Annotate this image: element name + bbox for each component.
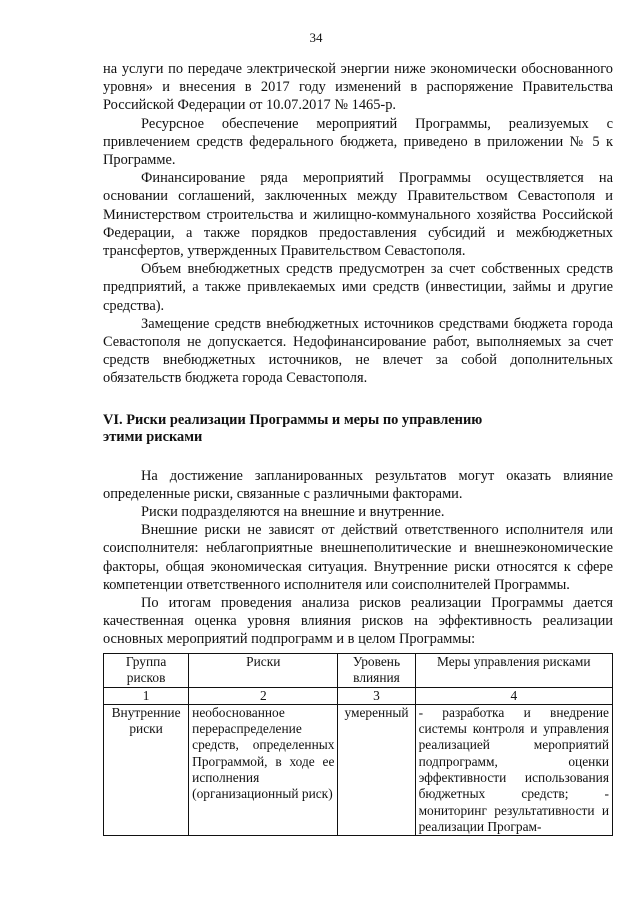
section-heading-line-2: этими рисками	[103, 429, 203, 446]
table-row	[104, 704, 613, 835]
document-body	[103, 60, 613, 649]
paragraph: Замещение средств внебюджетных источников средствами бюджета города Севастополя не допускается. Недофинансирование работ, выполняемых за счет средств внебюджетных источников, не влечет за собой дополнительных обязательств бюджета города Севастополя.	[103, 315, 613, 387]
column-number: 3	[338, 687, 415, 704]
header-risk-group: Группа рисков	[104, 654, 189, 688]
paragraph: Финансирование ряда мероприятий Программы осуществляется на основании соглашений, заключенных между Правительством Севастополя и Министерством строительства и жилищно-коммунального хозяйства Российской Федерации, а также порядков предоставления субсидий и межбюджетных трансфертов, утвержденных Правительством Севастополя.	[103, 170, 613, 260]
cell-risk: необоснованное перераспределение средств, определенных Программой, в ходе ее исполнения (организационный риск)	[189, 704, 338, 835]
paragraph: Внешние риски не зависят от действий ответственного исполнителя или соисполнителя: неблагоприятные внешнеполитические и внешнеэкономические факторы, общая экономическая ситуация. Внутренние риски относятся к сфере компетенции ответственного исполнителя или соисполнителей Программы.	[103, 522, 613, 593]
header-risks: Риски	[189, 654, 338, 688]
section-heading-line-1: VI. Риски реализации Программы и меры по управлению	[103, 411, 483, 428]
cell-impact-level: умеренный	[338, 704, 415, 835]
table-header-row	[104, 654, 613, 688]
header-risk-measures: Меры управления рисками	[415, 654, 612, 688]
cell-measures: - разработка и внедрение системы контроля и управления реализацией мероприятий подпрограмм, оценки эффективности использования бюджетных средств; - мониторинг результативности и реализации Програм-	[415, 704, 612, 835]
cell-risk-group: Внутренние риски	[104, 704, 189, 835]
paragraph: на услуги по передаче электрической энергии ниже экономически обоснованного уровня» и внесения в 2017 году изменений в распоряжение Правительства Российской Федерации от 10.07.2017 № 1465-р.	[103, 61, 613, 114]
column-number: 4	[415, 687, 612, 704]
column-number: 2	[189, 687, 338, 704]
paragraph: Ресурсное обеспечение мероприятий Программы, реализуемых с привлечением средств федерального бюджета, приведено в приложении № 5 к Программе.	[103, 115, 613, 169]
risks-table	[103, 653, 613, 836]
paragraph: По итогам проведения анализа рисков реализации Программы дается качественная оценка уровня влияния рисков на эффективность реализации основных мероприятий подпрограмм и в целом Программы:	[103, 595, 613, 648]
column-number: 1	[104, 687, 189, 704]
paragraph: На достижение запланированных результатов могут оказать влияние определенные риски, связанные с различными факторами.	[103, 467, 613, 502]
table-number-row	[104, 687, 613, 704]
paragraph: Объем внебюджетных средств предусмотрен за счет собственных средств предприятий, а также привлекаемых ими средств (инвестиции, займы и другие средства).	[103, 261, 613, 314]
paragraph: Риски подразделяются на внешние и внутренние.	[141, 504, 445, 521]
header-impact-level: Уровень влияния	[338, 654, 415, 688]
page-number: 34	[309, 30, 323, 45]
